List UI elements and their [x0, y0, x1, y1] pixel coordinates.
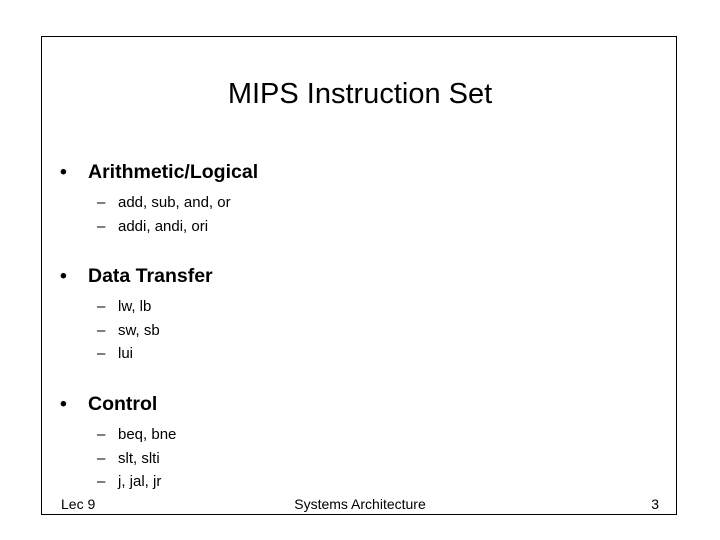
- sub-item-list: [60, 423, 176, 494]
- bullet-icon: •: [60, 393, 67, 415]
- bullet-heading: [60, 391, 176, 417]
- list-item: [97, 423, 176, 447]
- dash-icon: –: [97, 426, 106, 443]
- list-item: [97, 319, 213, 343]
- sub-item-list: [60, 295, 213, 366]
- footer-page-number: 3: [651, 496, 659, 512]
- footer-course: Systems Architecture: [294, 496, 426, 512]
- section-arithmetic-logical: [60, 159, 258, 238]
- dash-icon: –: [97, 321, 106, 339]
- bullet-heading: [60, 263, 213, 289]
- list-item: [97, 470, 176, 494]
- section-data-transfer: [60, 263, 213, 366]
- bullet-icon: •: [60, 265, 67, 287]
- list-item-text: lui: [118, 345, 134, 362]
- list-item: [97, 215, 258, 239]
- section-heading: Arithmetic/Logical: [88, 161, 259, 183]
- bullet-heading: [60, 159, 258, 185]
- list-item: [97, 342, 213, 366]
- dash-icon: –: [97, 298, 106, 315]
- dash-icon: –: [97, 194, 106, 211]
- list-item-text: sw, sb: [118, 321, 160, 339]
- dash-icon: –: [97, 345, 106, 362]
- list-item: [97, 447, 176, 471]
- list-item-text: j, jal, jr: [118, 473, 162, 490]
- dash-icon: –: [97, 473, 106, 490]
- list-item: [97, 295, 213, 319]
- slide-title: MIPS Instruction Set: [227, 78, 493, 110]
- bullet-icon: •: [60, 161, 67, 183]
- sub-item-list: [60, 191, 258, 238]
- dash-icon: –: [97, 449, 106, 467]
- section-heading: Data Transfer: [88, 265, 213, 287]
- list-item-text: lw, lb: [118, 298, 152, 315]
- section-heading: Control: [88, 393, 158, 415]
- section-control: [60, 391, 176, 494]
- dash-icon: –: [97, 217, 106, 235]
- list-item-text: addi, andi, ori: [118, 217, 209, 235]
- list-item: [97, 191, 258, 215]
- list-item-text: add, sub, and, or: [118, 194, 231, 211]
- list-item-text: beq, bne: [118, 426, 177, 443]
- list-item-text: slt, slti: [118, 449, 160, 467]
- footer-lecture: Lec 9: [61, 496, 96, 512]
